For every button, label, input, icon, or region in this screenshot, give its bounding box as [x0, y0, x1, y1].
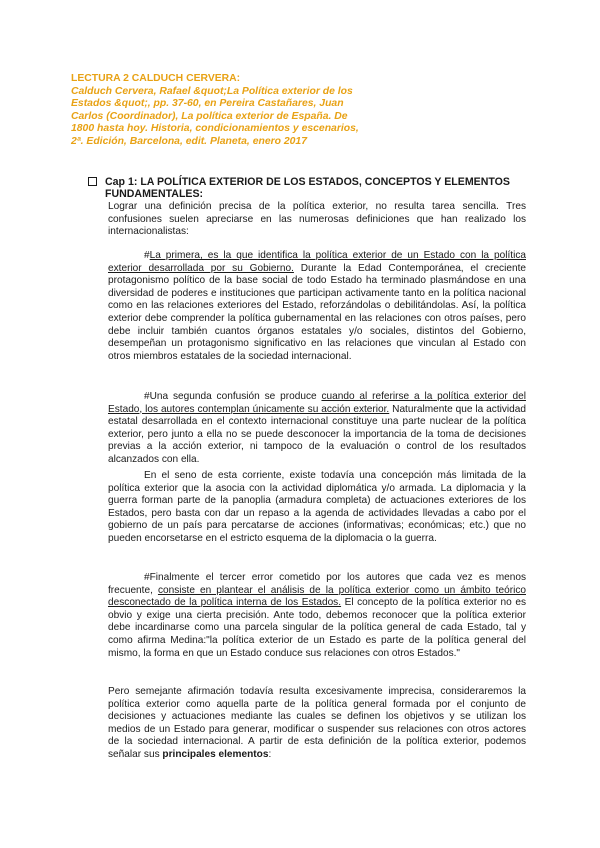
p2-rest: Naturalmente que la actividad estatal desarrollada en el contexto internacional constituye una parte nuclear de la política exterior, pero junto a ella no se puede desconocer la importancia de la toma de decisiones previas a la acción exterior, ni tampoco de la evaluación o control de los resultados alcanzados con ella. [108, 403, 526, 465]
p2-prefix: #Una segunda confusión se produce [144, 391, 322, 402]
p4-rest: El concepto de la política exterior no es obvio y exige una cierta precisión. Ante todo, debemos reconocer que la política exterior debe incardinarse como una parcela singular de la política general de cada Estado, tal y como afirma Medina:"la política exterior de un Estado es parte de la política general del mismo, la forma en que un Estado conduce sus relaciones con otros Estados." [108, 597, 526, 659]
p5-end: : [268, 748, 272, 760]
paragraph-diplomacy [108, 470, 526, 546]
p1-rest: Durante la Edad Contemporánea, el creciente protagonismo político de la base social de todo Estado ha terminado plasmándose en una diversidad de poderes e instituciones que participan activamente tanto en la política nacional como en las relaciones exteriores del Estado, reforzándolas o debilitándolas. Así, la política exterior debe comprender la política gubernamental en las relaciones con otros países, pero debe incluir también cuantos órganos estatales y/o sociales, distintos del Gobierno, desempeñan un protagonismo significativo en las relaciones que vinculan al Estado con otros miembros estatales de la sociedad internacional. [108, 262, 526, 362]
reading-citation: Calduch Cervera, Rafael &quot;La Política exterior de los Estados &quot;, pp. 37-60, en Pereira Castañares, Juan Carlos (Coordinador), La política exterior de España. De 1800 hasta hoy. Historia, condicionamientos y escenarios, 2ª. Edición, Barcelona, edit. Planeta, enero 2017 [71, 85, 359, 147]
p4-underlined: consiste en plantear el análisis de la política exterior como un ámbito teórico desconectado de la política interna de los Estados. [108, 584, 526, 609]
p1-prefix: # [144, 250, 150, 261]
paragraph-second-confusion [108, 391, 526, 467]
p3-text: En el seno de esta corriente, existe todavía una concepción más limitada de la política exterior que la asocia con la actividad diplomática y/o armada. La diplomacia y la guerra forman parte de la panoplia (armadura completa) de actuaciones exteriores de los Estados, pero basta con dar un repaso a la agenda de actividades llevadas a cabo por el gobierno de un país para percatarse de acciones (informativas; económicas; etc.) que no pueden encorsetarse en el estricto esquema de la diplomacia o la guerra. [108, 470, 526, 544]
reading-header [71, 73, 371, 149]
chapter-heading [88, 176, 545, 200]
chapter-title: Cap 1: LA POLÍTICA EXTERIOR DE LOS ESTADOS, CONCEPTOS Y ELEMENTOS FUNDAMENTALES: [105, 176, 510, 201]
checkbox-icon[interactable] [88, 177, 97, 186]
p5-text: Pero semejante afirmación todavía resulta excesivamente imprecisa, consideraremos la política exterior como aquella parte de la política general formada por el conjunto de decisiones y actuaciones mediante las cuales se definen los objetivos y se utilizan los medios de un Estado para generar, modificar o suspender sus relaciones con otros actores de la sociedad internacional. A partir de esta definición de la política exterior, podemos señalar sus [108, 686, 526, 760]
p4-prefix: #Finalmente el tercer error cometido por los autores que cada vez es menos frecuente, [108, 572, 526, 596]
p2-underlined: cuando al referirse a la política exterior del Estado, los autores contemplan únicamente su acción exterior. [108, 391, 526, 415]
paragraph-definition [108, 686, 526, 762]
p5-bold: principales elementos [162, 748, 269, 760]
p1-underlined: La primera, es la que identifica la política exterior de un Estado con la política exterior desarrollada por su Gobierno. [108, 250, 526, 274]
paragraph-third-error [108, 572, 526, 660]
paragraph-first-confusion [108, 250, 526, 363]
reading-title: LECTURA 2 CALDUCH CERVERA: [71, 73, 241, 84]
intro-paragraph: Lograr una definición precisa de la política exterior, no resulta tarea sencilla. Tres confusiones suelen apreciarse en las numerosas definiciones que han realizado los internacionalistas: [108, 201, 526, 238]
